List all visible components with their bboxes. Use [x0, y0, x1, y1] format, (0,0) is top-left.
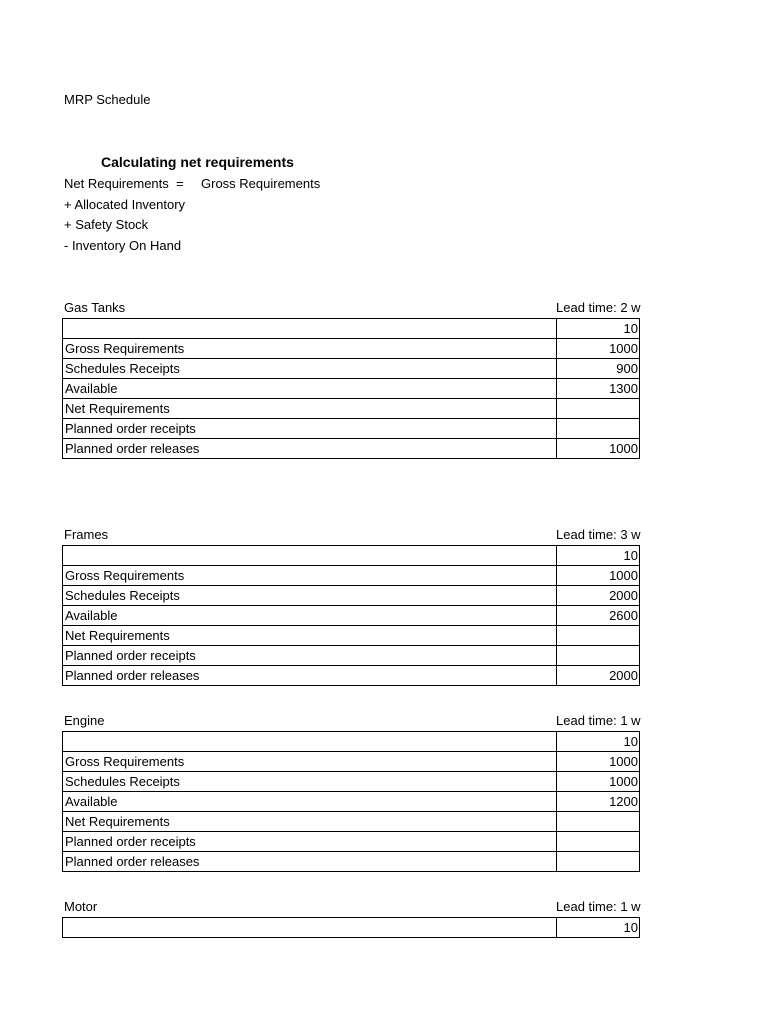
formula-rhs: Gross Requirements [201, 176, 321, 191]
row-label: Schedules Receipts [63, 586, 557, 606]
formula-line-safety: + Safety Stock [64, 217, 149, 232]
table-row [63, 832, 640, 852]
table-cell [63, 732, 557, 752]
table-row [63, 772, 640, 792]
row-label: Planned order releases [63, 666, 557, 686]
row-value [557, 646, 640, 666]
table-row [63, 852, 640, 872]
row-label: Schedules Receipts [63, 359, 557, 379]
row-value: 2600 [557, 606, 640, 626]
row-label: Gross Requirements [63, 752, 557, 772]
table-row [63, 399, 640, 419]
row-label: Net Requirements [63, 812, 557, 832]
row-value [557, 812, 640, 832]
row-value [557, 399, 640, 419]
row-label: Net Requirements [63, 626, 557, 646]
period-header-cell: 10 [557, 319, 640, 339]
row-label: Planned order receipts [63, 832, 557, 852]
row-value [557, 852, 640, 872]
row-label: Planned order releases [63, 852, 557, 872]
table-row [63, 419, 640, 439]
section-heading: Calculating net requirements [101, 154, 294, 170]
table-row [63, 626, 640, 646]
table-row [63, 359, 640, 379]
formula-lhs: Net Requirements = [64, 176, 184, 191]
row-value: 1200 [557, 792, 640, 812]
table-row [63, 812, 640, 832]
section-name: Gas Tanks [64, 300, 126, 315]
row-label: Planned order receipts [63, 646, 557, 666]
row-label: Available [63, 606, 557, 626]
section-name: Engine [64, 713, 105, 728]
row-label: Net Requirements [63, 399, 557, 419]
mrp-section-engine [62, 711, 641, 872]
table-cell [63, 918, 557, 938]
table-header-row [63, 319, 640, 339]
lead-time: Lead time: 1 w [556, 713, 641, 728]
table-row [63, 666, 640, 686]
row-value: 2000 [557, 586, 640, 606]
table-row [63, 379, 640, 399]
mrp-table [62, 731, 640, 872]
row-value: 2000 [557, 666, 640, 686]
row-value [557, 419, 640, 439]
table-cell [63, 546, 557, 566]
table-header-row [63, 918, 640, 938]
table-header-row [63, 732, 640, 752]
table-row [63, 792, 640, 812]
table-row [63, 752, 640, 772]
row-value: 1300 [557, 379, 640, 399]
mrp-section-gas-tanks [62, 298, 641, 459]
row-value: 1000 [557, 566, 640, 586]
period-header-cell: 10 [557, 546, 640, 566]
lead-time: Lead time: 2 w [556, 300, 641, 315]
row-value: 900 [557, 359, 640, 379]
mrp-section-frames [62, 525, 641, 686]
row-label: Planned order releases [63, 439, 557, 459]
formula-line-on-hand: - Inventory On Hand [64, 238, 182, 253]
formula-equals: = [176, 176, 184, 191]
table-row [63, 339, 640, 359]
table-row [63, 566, 640, 586]
row-value: 1000 [557, 339, 640, 359]
table-row [63, 646, 640, 666]
row-value [557, 626, 640, 646]
row-label: Planned order receipts [63, 419, 557, 439]
row-value: 1000 [557, 439, 640, 459]
table-row [63, 606, 640, 626]
row-value: 1000 [557, 772, 640, 792]
table-header-row [63, 546, 640, 566]
row-label: Available [63, 379, 557, 399]
table-row [63, 439, 640, 459]
lead-time: Lead time: 3 w [556, 527, 641, 542]
formula-equation [64, 176, 320, 192]
table-row [63, 586, 640, 606]
mrp-table [62, 545, 640, 686]
row-label: Gross Requirements [63, 566, 557, 586]
table-cell [63, 319, 557, 339]
period-header-cell: 10 [557, 918, 640, 938]
mrp-section-motor [62, 897, 641, 938]
section-name: Frames [64, 527, 109, 542]
row-label: Schedules Receipts [63, 772, 557, 792]
section-name: Motor [64, 899, 98, 914]
row-label: Available [63, 792, 557, 812]
mrp-table [62, 318, 640, 459]
row-value [557, 832, 640, 852]
row-value: 1000 [557, 752, 640, 772]
lead-time: Lead time: 1 w [556, 899, 641, 914]
mrp-table [62, 917, 640, 938]
row-label: Gross Requirements [63, 339, 557, 359]
period-header-cell: 10 [557, 732, 640, 752]
document-title: MRP Schedule [64, 92, 151, 107]
formula-line-allocated: + Allocated Inventory [64, 197, 186, 212]
